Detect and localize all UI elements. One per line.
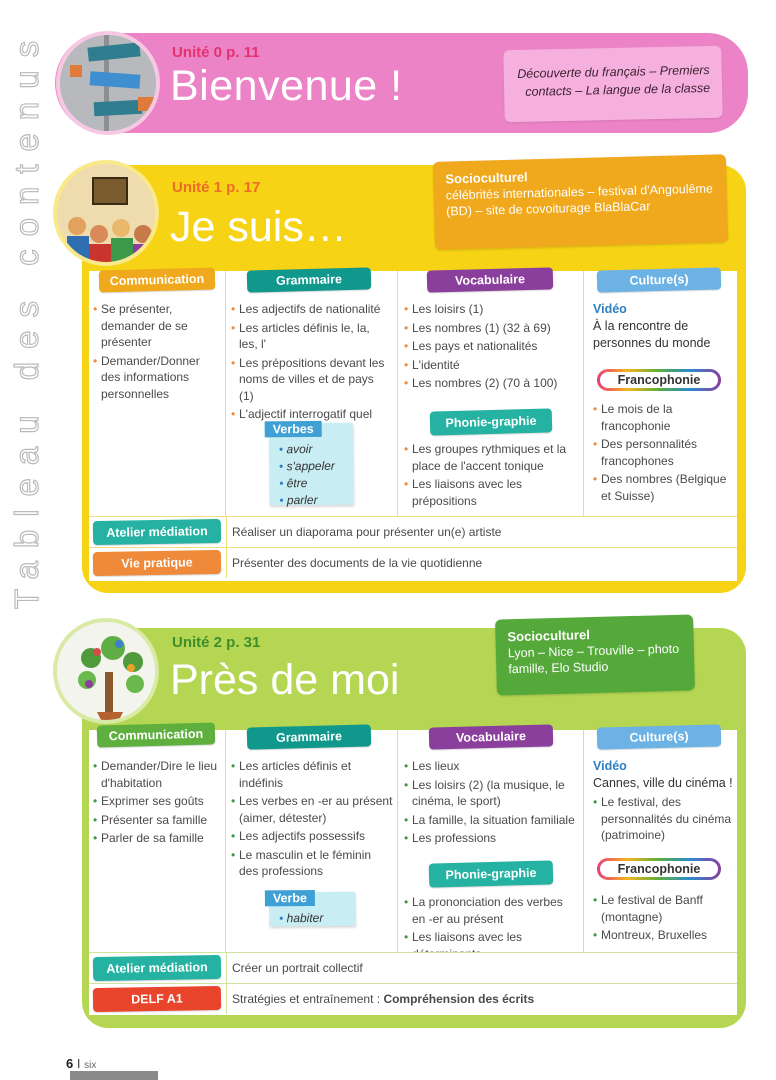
list-item: • Montreux, Bruxelles — [593, 927, 731, 944]
list-item: • Les verbes en -er au présent (aimer, détester) — [231, 793, 393, 826]
video-text: Cannes, ville du cinéma ! — [593, 776, 733, 790]
verb-item: • s'appeler — [279, 458, 347, 476]
unit1-communication-list — [93, 301, 221, 404]
list-item: • Demander/Dire le lieu d'habitation — [93, 758, 223, 791]
unit2-francophonie-header: Francophonie — [597, 858, 721, 880]
unit1-atelier-row — [89, 516, 737, 546]
list-item: • Les adjectifs possessifs — [231, 828, 393, 845]
verb-item: • parler — [279, 492, 347, 510]
verb-item: • être — [279, 475, 347, 493]
list-item: • Des nombres (Belgique et Suisse) — [593, 471, 731, 504]
list-item: • Parler de sa famille — [93, 830, 223, 847]
header-grammaire: Grammaire — [247, 267, 372, 292]
unit0-topics: Découverte du français – Premiers contacts – La langue de la classe — [517, 62, 711, 99]
list-item: • L'adjectif interrogatif quel — [231, 406, 391, 423]
vie-pratique-text: Présenter des documents de la vie quotidienne — [232, 556, 483, 570]
list-item: • Le mois de la francophonie — [593, 401, 731, 434]
video-heading: Vidéo — [593, 302, 627, 316]
atelier-mediation-text: Créer un portrait collectif — [232, 961, 363, 975]
socioculturel-text: célébrités internationales – festival d'Angoulême (BD) – site de covoiturage BlaBlaCar — [445, 181, 714, 219]
verbe-title: Verbe — [265, 890, 315, 906]
unit1-francophonie-header: Francophonie — [597, 369, 721, 391]
delf-text — [232, 992, 534, 1006]
unit2-photo — [53, 618, 159, 724]
list-item: • Le festival de Banff (montagne) — [593, 892, 731, 925]
unit2-phonie-graphie-header: Phonie-graphie — [429, 860, 554, 887]
unit0-page-ref: Unité 0 p. 11 — [172, 44, 260, 61]
unit1-photo — [53, 160, 159, 266]
atelier-mediation-text: Réaliser un diaporama pour présenter un(e) artiste — [232, 525, 502, 539]
delf-label: DELF A1 — [93, 986, 221, 1012]
page-word: six — [84, 1060, 97, 1071]
page-footer: 6 I six — [66, 1056, 97, 1071]
unit0-photo — [56, 31, 160, 135]
list-item: • Exprimer ses goûts — [93, 793, 223, 810]
atelier-mediation-label: Atelier médiation — [93, 955, 221, 981]
verb-item: • avoir — [279, 441, 347, 459]
video-heading: Vidéo — [593, 759, 627, 773]
header-vocabulaire: Vocabulaire — [429, 724, 554, 749]
list-item: • Demander/Donner des informations personnelles — [93, 353, 221, 403]
unit1-vie-pratique-row — [89, 547, 737, 577]
unit2-delf-row — [89, 983, 737, 1013]
unit1-title: Je suis… — [170, 203, 347, 251]
unit2-francophonie-list — [593, 892, 731, 946]
list-item: • Les adjectifs de nationalité — [231, 301, 391, 318]
header-vocabulaire: Vocabulaire — [427, 267, 554, 292]
list-item: • Les groupes rythmiques et la place de l'accent tonique — [404, 441, 576, 474]
footer-bar — [70, 1071, 158, 1080]
unit1-video-block — [593, 301, 729, 352]
list-item: • Les nombres (2) (70 à 100) — [404, 375, 576, 392]
list-item: • Les prépositions devant les noms de villes et de pays (1) — [231, 355, 391, 405]
header-communication: Communication — [99, 267, 216, 292]
list-item: • Les professions — [404, 830, 576, 847]
unit1-phonie-list — [404, 441, 576, 511]
unit1-vocabulaire-list — [404, 301, 576, 394]
unit2-title: Près de moi — [170, 656, 400, 704]
list-item: • Les liaisons avec les prépositions — [404, 476, 576, 509]
delf-bold: Compréhension des écrits — [383, 992, 535, 1006]
side-strip — [0, 0, 44, 1080]
list-item: • Les loisirs (1) — [404, 301, 576, 318]
list-item: • La famille, la situation familiale — [404, 812, 576, 829]
socioculturel-heading: Socioculturel — [507, 627, 591, 645]
list-item: • Le festival, des personnalités du cinéma (patrimoine) — [593, 794, 735, 844]
list-item: • Le masculin et le féminin des professions — [231, 847, 393, 880]
unit1-phonie-graphie-header: Phonie-graphie — [430, 408, 553, 435]
header-culture: Culture(s) — [597, 724, 722, 749]
list-item: • Se présenter, demander de se présenter — [93, 301, 221, 351]
socioculturel-heading: Socioculturel — [445, 169, 528, 187]
vie-pratique-label: Vie pratique — [93, 550, 221, 576]
list-item: • Les articles définis le, la, les, l' — [231, 320, 391, 353]
unit2-atelier-row — [89, 952, 737, 982]
list-item: • Les liaisons avec les — [404, 929, 578, 962]
atelier-mediation-label: Atelier médiation — [93, 519, 221, 545]
unit1-francophonie-list — [593, 401, 731, 506]
list-item: • L'identité — [404, 357, 576, 374]
video-text: À la rencontre de personnes du monde — [593, 319, 711, 350]
unit2-video-list — [593, 794, 735, 846]
list-item: • Présenter sa famille — [93, 812, 223, 829]
list-item: • Les loisirs (2) (la musique, le cinéma, le sport) — [404, 777, 576, 810]
unit2-communication-list — [93, 758, 223, 849]
unit1-socioculturel-box — [433, 154, 728, 250]
unit1-verbes-note — [269, 423, 354, 506]
header-communication: Communication — [97, 722, 216, 747]
header-culture: Culture(s) — [597, 267, 722, 292]
side-title: Tableau des contenus — [8, 28, 45, 610]
unit1-grammaire-list — [231, 301, 391, 425]
list-item: • Les articles définis et indéfinis — [231, 758, 393, 791]
unit2-grammaire-list — [231, 758, 393, 882]
unit2-vocabulaire-list — [404, 758, 576, 849]
page-number: 6 — [66, 1056, 74, 1071]
verbes-title: Verbes — [265, 421, 322, 437]
unit0-topics-box — [503, 46, 722, 123]
list-item: • La prononciation des verbes en -er au présent — [404, 894, 578, 927]
unit2-socioculturel-box — [495, 614, 695, 695]
socioculturel-text: Lyon – Nice – Trouville – photo famille, Elo Studio — [507, 641, 680, 677]
list-item: • Les lieux — [404, 758, 576, 775]
unit2-verbe-note — [269, 892, 355, 927]
unit2-video-block — [593, 758, 733, 792]
list-item: • Les pays et nationalités — [404, 338, 576, 355]
verb-item: • habiter — [279, 910, 349, 928]
unit2-page-ref: Unité 2 p. 31 — [172, 634, 261, 651]
unit0-title: Bienvenue ! — [170, 62, 403, 110]
list-item: • Les nombres (1) (32 à 69) — [404, 320, 576, 337]
header-grammaire: Grammaire — [247, 724, 372, 749]
delf-prefix: Stratégies et entraînement : — [232, 992, 381, 1006]
unit1-page-ref: Unité 1 p. 17 — [172, 179, 261, 196]
list-item: • Des personnalités francophones — [593, 436, 731, 469]
